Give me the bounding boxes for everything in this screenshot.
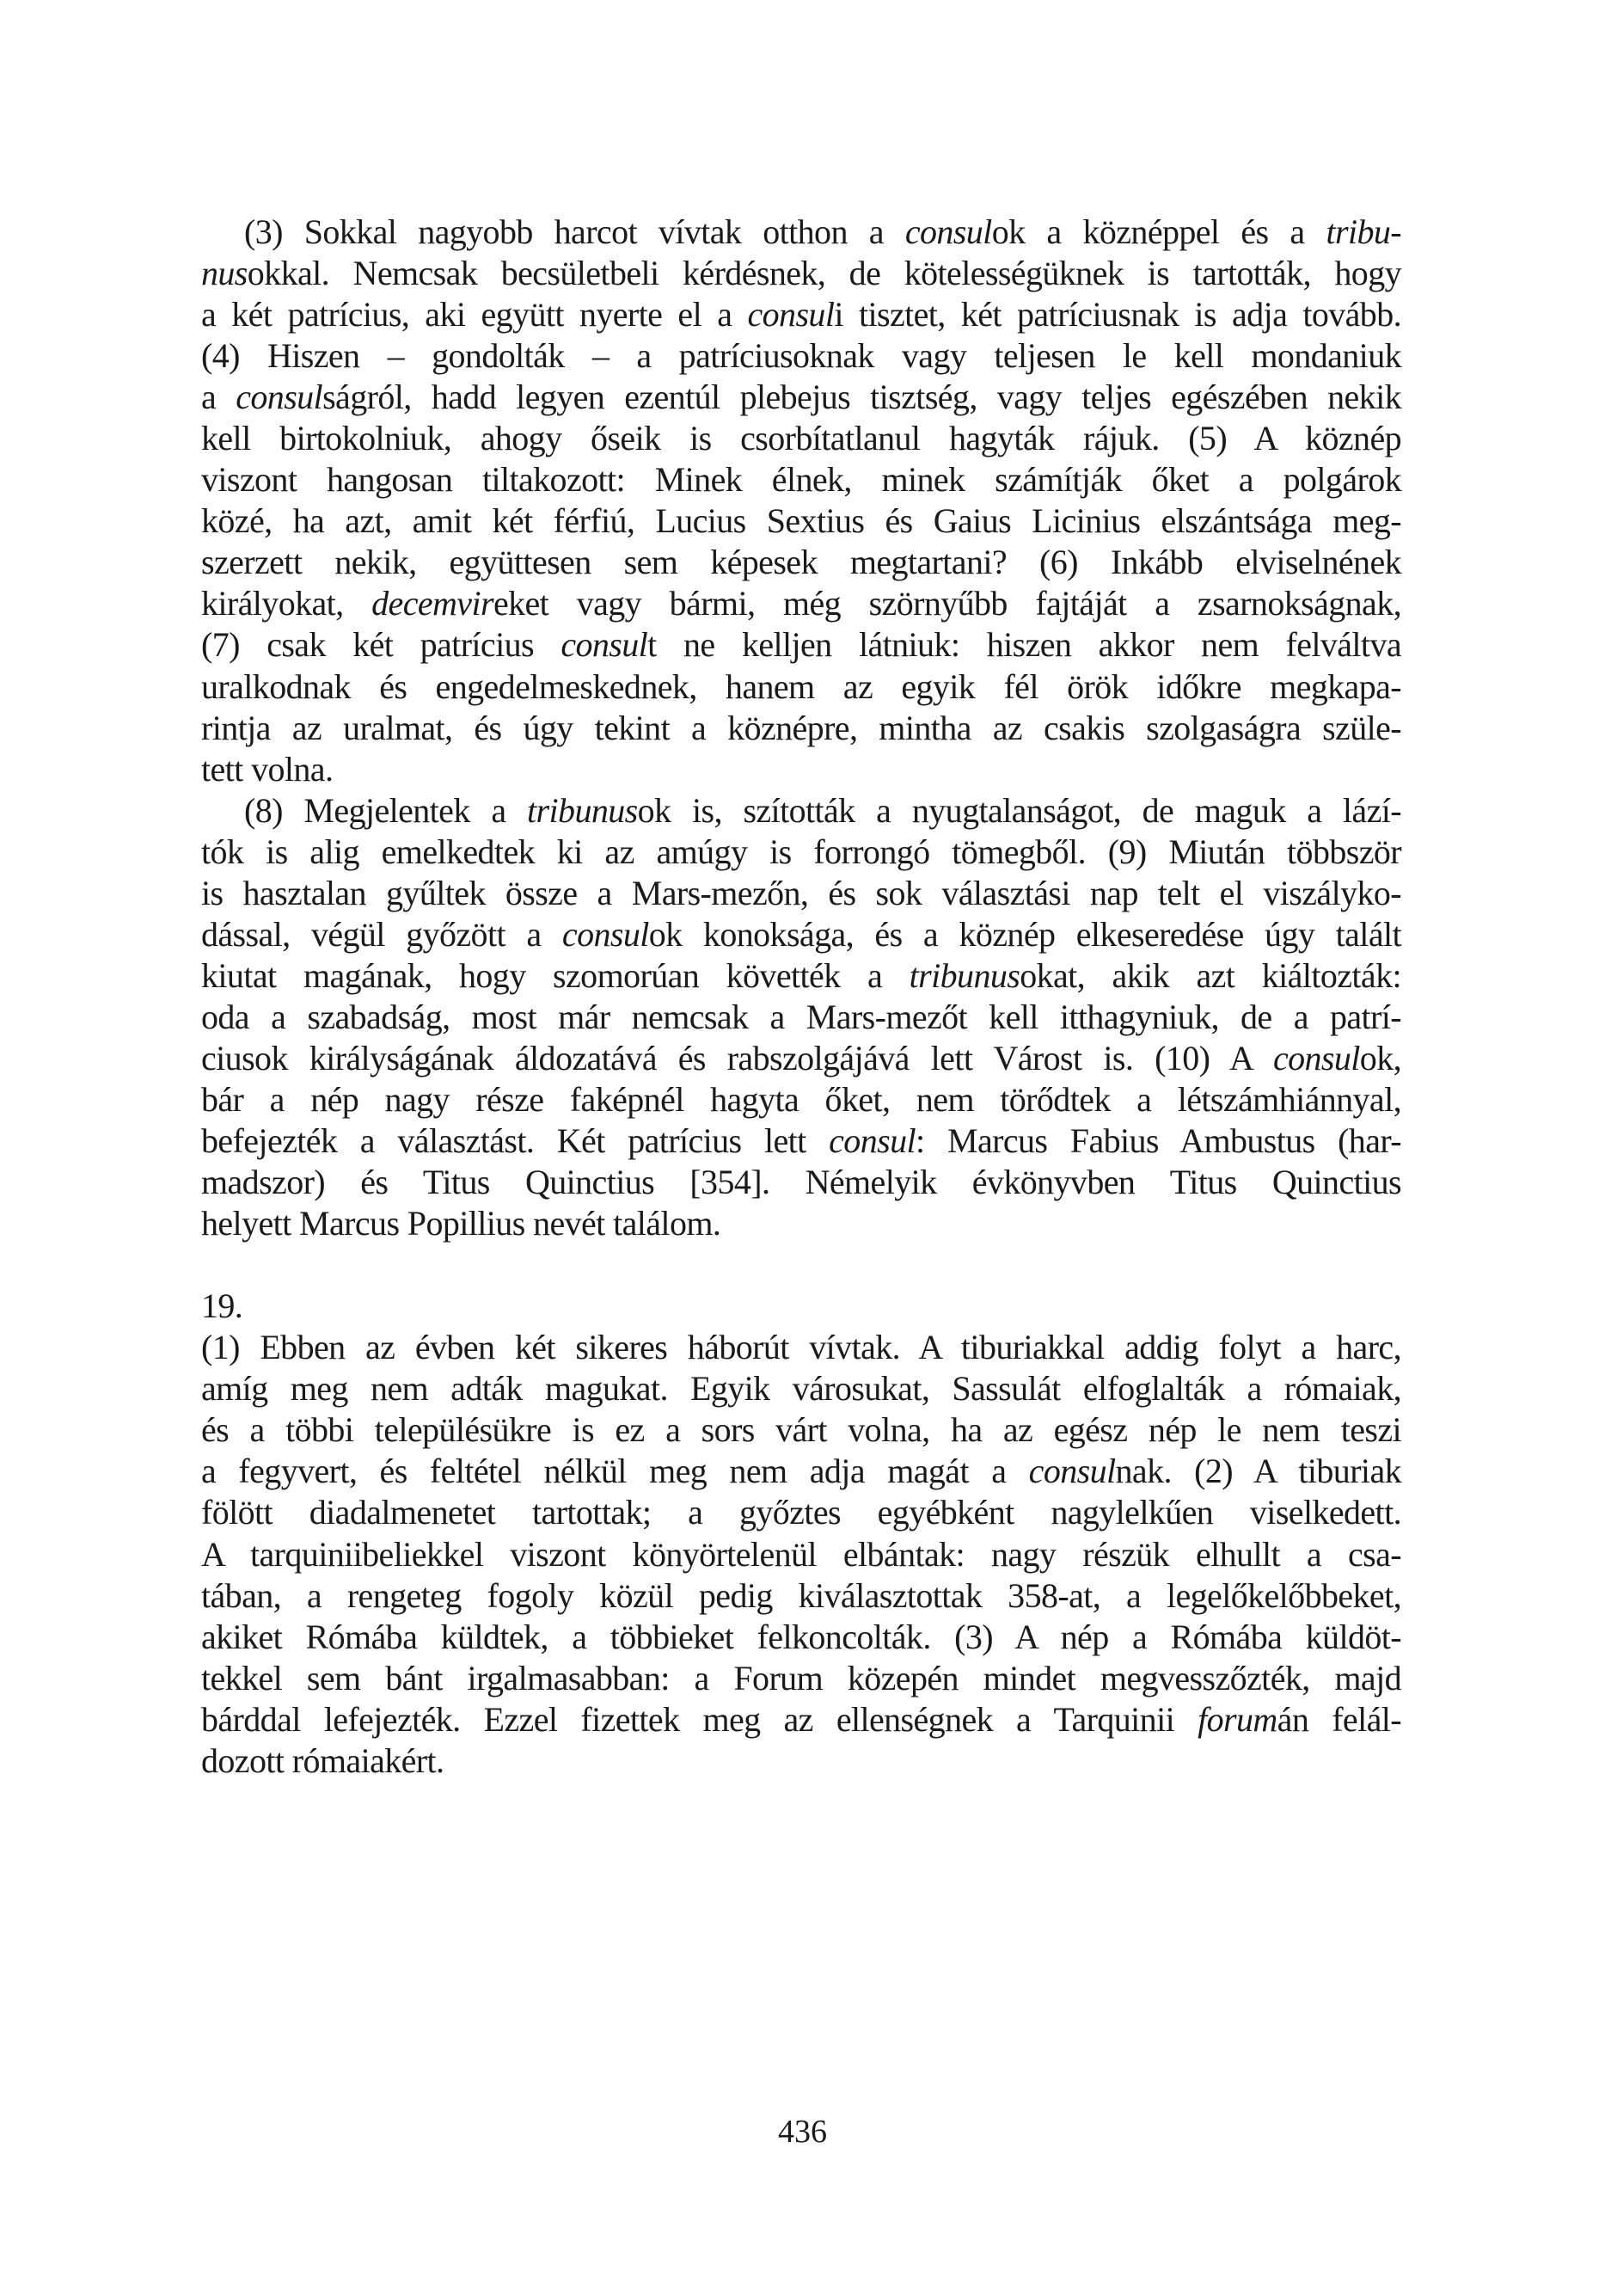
text-run: királyokat,	[201, 584, 372, 623]
text-line	[201, 1575, 1401, 1617]
text-run: közé, ha azt, amit két férfiú, Lucius Sextius és Gaius Licinius elszántsága meg-	[201, 501, 1401, 541]
text-line	[201, 212, 1401, 253]
text-run: : Marcus Fabius Ambustus (har-	[916, 1121, 1401, 1161]
text-run: kiutat magának, hogy szomorúan követték a	[201, 955, 910, 995]
text-run: viszont hangosan tiltakozott: Minek élnek, minek számítják őket a polgárok	[201, 460, 1401, 500]
body-text	[201, 212, 1401, 1782]
italic-term: consul	[561, 914, 649, 954]
text-run: a fegyvert, és feltétel nélkül meg nem adja magát a	[201, 1452, 1029, 1491]
text-run: oda a szabadság, most már nemcsak a Mars-mezőt kell itthagyniuk, de a patrí-	[201, 997, 1401, 1036]
text-line	[201, 500, 1401, 542]
text-run: befejezték a választást. Két patrícius lett	[201, 1121, 830, 1161]
text-line	[201, 955, 1401, 997]
text-run: uralkodnak és engedelmeskednek, hanem az egyik fél örök időkre megkapa-	[201, 666, 1401, 706]
italic-term: consul	[236, 378, 323, 417]
text-run: szerzett nekik, együttesen sem képesek megtartani? (6) Inkább elviselnének	[201, 543, 1401, 582]
text-run: ciusok királyságának áldozatává és rabszolgájává lett Várost is. (10) A	[201, 1038, 1273, 1077]
text-line	[201, 294, 1401, 335]
text-line	[201, 832, 1401, 873]
italic-term: nus	[201, 254, 248, 293]
text-run: dozott rómaiakért.	[201, 1740, 444, 1780]
text-run: kell birtokolniuk, ahogy őseik is csorbítatlanul hagyták rájuk. (5) A köznép	[201, 419, 1401, 458]
text-run: okkal. Nemcsak becsületbeli kérdésnek, de kötelességüknek is tartották, hogy	[247, 254, 1401, 293]
text-run: is hasztalan gyűltek össze a Mars-mezőn, és sok választási nap telt el viszályko-	[201, 873, 1401, 912]
text-run: ok a köznéppel és a	[991, 212, 1326, 251]
text-run: ok is, szították a nyugtalanságot, de maguk a lází-	[637, 790, 1401, 830]
text-line	[201, 1451, 1401, 1492]
text-run: ok,	[1359, 1038, 1401, 1077]
text-run: eket vagy bármi, még szörnyűbb fajtáját a zsarnokságnak,	[493, 584, 1401, 623]
text-line	[201, 1203, 1401, 1244]
text-line	[201, 418, 1401, 459]
italic-term: decemvir	[371, 584, 493, 623]
italic-term: consul	[1272, 1038, 1360, 1077]
text-line	[201, 1368, 1401, 1409]
text-run: t ne kelljen látniuk: hiszen akkor nem felváltva	[647, 625, 1401, 665]
text-run: madszor) és Titus Quinctius [354]. Némelyik évkönyvben Titus Quinctius	[201, 1163, 1401, 1202]
text-run: bárddal lefejezték. Ezzel fizettek meg az ellenségnek a Tarquinii	[201, 1699, 1198, 1739]
text-line	[201, 666, 1401, 708]
section-ch19	[201, 1244, 1401, 1782]
text-line	[201, 1740, 1401, 1782]
text-run: fölött diadalmenetet tartottak; a győztes egyébként nagylelkűen viselkedett.	[201, 1493, 1401, 1532]
paragraph	[201, 1327, 1401, 1782]
text-run: rintja az uralmat, és úgy tekint a köznépre, mintha az csakis szolgaságra szüle-	[201, 708, 1401, 747]
text-line	[201, 708, 1401, 749]
text-line	[201, 542, 1401, 583]
text-line	[201, 1038, 1401, 1079]
text-line	[201, 1534, 1401, 1575]
page-number: 436	[778, 2114, 827, 2150]
section-ch18-continued	[201, 212, 1401, 1244]
text-line	[201, 1617, 1401, 1658]
text-run: tában, a rengeteg fogoly közül pedig kiválasztottak 358-at, a legelőkelőbbeket,	[201, 1575, 1401, 1615]
italic-term: consul	[829, 1121, 916, 1161]
italic-term: consul	[904, 212, 992, 251]
italic-term: consul	[747, 295, 835, 335]
italic-term: tribunus	[527, 790, 638, 830]
text-run: tók is alig emelkedtek ki az amúgy is forrongó tömegből. (9) Miután többször	[201, 832, 1401, 871]
paragraph	[201, 790, 1401, 1245]
text-run: (3) Sokkal nagyobb harcot vívtak otthon a	[244, 212, 905, 251]
text-line	[201, 377, 1401, 418]
text-run: (1) Ebben az évben két sikeres háborút vívtak. A tiburiakkal addig folyt a harc,	[201, 1328, 1401, 1367]
text-run: ságról, hadd legyen ezentúl plebejus tisztség, vagy teljes egészében nekik	[322, 378, 1401, 417]
text-run: bár a nép nagy része faképnél hagyta őket, nem törődtek a létszámhiánnyal,	[201, 1079, 1401, 1119]
text-run: tekkel sem bánt irgalmasabban: a Forum közepén mindet megvesszőzték, majd	[201, 1658, 1401, 1697]
text-run: (7) csak két patrícius	[201, 625, 561, 665]
text-run: helyett Marcus Popillius nevét találom.	[201, 1204, 721, 1243]
text-run: akiket Rómába küldtek, a többieket felkoncolták. (3) A nép a Rómába küldöt-	[201, 1617, 1401, 1656]
italic-term: forum	[1198, 1699, 1277, 1739]
italic-term: consul	[561, 625, 648, 665]
text-line	[201, 749, 1401, 790]
text-line	[201, 873, 1401, 914]
text-line	[201, 624, 1401, 666]
italic-term: tribu-	[1326, 212, 1401, 251]
text-line	[201, 1327, 1401, 1368]
text-run: i tisztet, két patríciusnak is adja tovább.	[834, 295, 1402, 335]
text-run: (4) Hiszen – gondolták – a patríciusoknak vagy teljesen le kell mondaniuk	[201, 336, 1401, 376]
text-run: nak. (2) A tiburiak	[1115, 1452, 1401, 1491]
text-line	[201, 997, 1401, 1038]
text-line	[201, 1658, 1401, 1699]
text-run: (8) Megjelentek a	[244, 790, 528, 830]
text-run: án felál-	[1277, 1699, 1401, 1739]
text-run: ok konoksága, és a köznép elkeseredése úgy talált	[648, 914, 1401, 954]
text-run: a	[201, 378, 236, 417]
text-run: dással, végül győzött a	[201, 914, 562, 954]
text-line	[201, 583, 1401, 624]
text-run: okat, akik azt kiáltozták:	[1020, 955, 1401, 995]
text-line	[201, 790, 1401, 832]
chapter-heading: 19.	[201, 1286, 243, 1326]
paragraph	[201, 212, 1401, 790]
text-run: és a többi településükre is ez a sors várt volna, ha az egész nép le nem teszi	[201, 1410, 1401, 1450]
text-line	[201, 1162, 1401, 1203]
text-line	[201, 914, 1401, 955]
text-run: tett volna.	[201, 749, 334, 789]
text-line	[201, 1079, 1401, 1120]
italic-term: consul	[1028, 1452, 1116, 1491]
text-run: A tarquiniibeliekkel viszont könyörtelenül elbántak: nagy részük elhullt a csa-	[201, 1534, 1401, 1574]
text-run: amíg meg nem adták magukat. Egyik városukat, Sassulát elfoglalták a rómaiak,	[201, 1369, 1401, 1409]
section-gap	[201, 1244, 1401, 1286]
text-run: a két patrícius, aki együtt nyerte el a	[201, 295, 748, 335]
text-line	[201, 1409, 1401, 1451]
text-line	[201, 335, 1401, 377]
text-line	[201, 1492, 1401, 1533]
italic-term: tribunus	[909, 955, 1020, 995]
text-line	[201, 459, 1401, 500]
text-line	[201, 1120, 1401, 1162]
text-line	[201, 1699, 1401, 1740]
text-line	[201, 253, 1401, 294]
